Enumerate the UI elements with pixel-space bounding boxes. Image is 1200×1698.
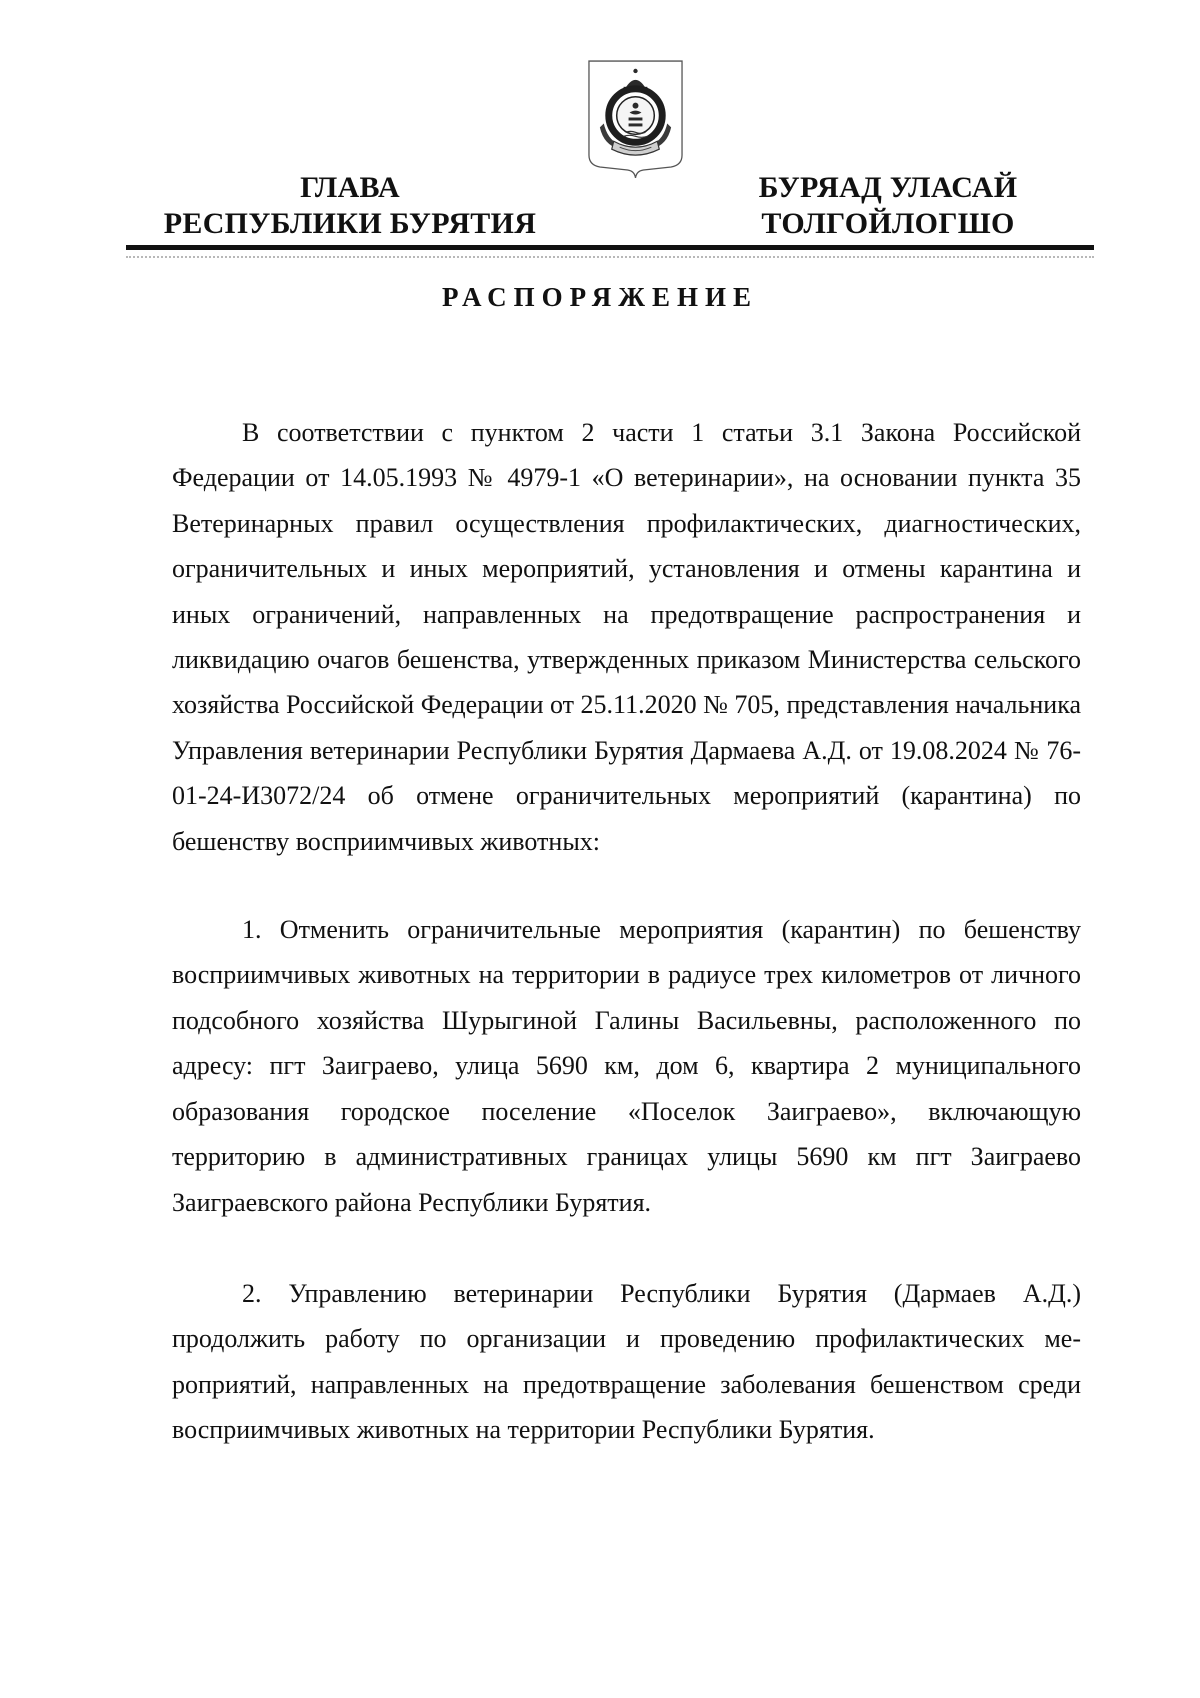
order-item-2: 2. Управлению ветеринарии Республики Бурятия (Дармаев А.Д.) продолжить работу по организации и проведению профилактических мероприятий, направленных на предотвращение заболевания бешенством среди восприимчивых животных на территории Республики Бурятия. xyxy=(172,1278,1081,1445)
issuer-title-buryat-line1: БУРЯАД УЛАСАЙ xyxy=(758,171,1018,204)
issuer-title-buryat-line2: ТОЛГОЙЛОГШО xyxy=(761,207,1015,240)
buryatia-coat-of-arms-icon xyxy=(586,58,685,179)
issuer-title-russian xyxy=(140,170,560,242)
header-divider-thin xyxy=(126,256,1094,258)
document-body xyxy=(172,410,1081,1453)
document-title: РАСПОРЯЖЕНИЕ xyxy=(441,282,759,312)
preamble-paragraph: В соответствии с пунктом 2 части 1 статьи 3.1 Закона Российской Федерации от 14.05.1993 № 4979-1 «О ветеринарии», на основании пункта 35 Ветеринарных правил осуществления профилактических, диагностических, ограничительных и иных мероприятий, установления и отмены карантина и иных ограничений, направленных на предотвращение распространения и ликвидацию очагов бешенства, утвержденных приказом Министерства сельского хозяйства Российской Федерации от 25.11.2020 № 705, представления начальника Управления ветеринарии Республики Бурятия Дармаева А.Д. от 19.08.2024 № 76-01-24-И3072/24 об отмене ограничительных мероприятий (карантина) по бешенству восприимчивых животных: xyxy=(172,418,1081,856)
issuer-title-russian-line1: ГЛАВА xyxy=(300,171,400,204)
header-divider-thick xyxy=(126,245,1094,250)
issuer-title-russian-line2: РЕСПУБЛИКИ БУРЯТИЯ xyxy=(163,207,537,240)
issuer-title-buryat xyxy=(718,170,1058,242)
order-item-1: 1. Отменить ограничительные мероприятия (карантин) по бешенству восприимчивых животных на территории в радиусе трех километров от личного подсобного хозяйства Шурыгиной Галины Васильевны, расположенного по адресу: пгт Заиграево, улица 5690 км, дом 6, квартира 2 муниципального образования городское поселение «Поселок Заиграево», включающую территорию в административных границах улицы 5690 км пгт Заиграево Заиграевского района Республики Бурятия. xyxy=(172,915,1081,1217)
